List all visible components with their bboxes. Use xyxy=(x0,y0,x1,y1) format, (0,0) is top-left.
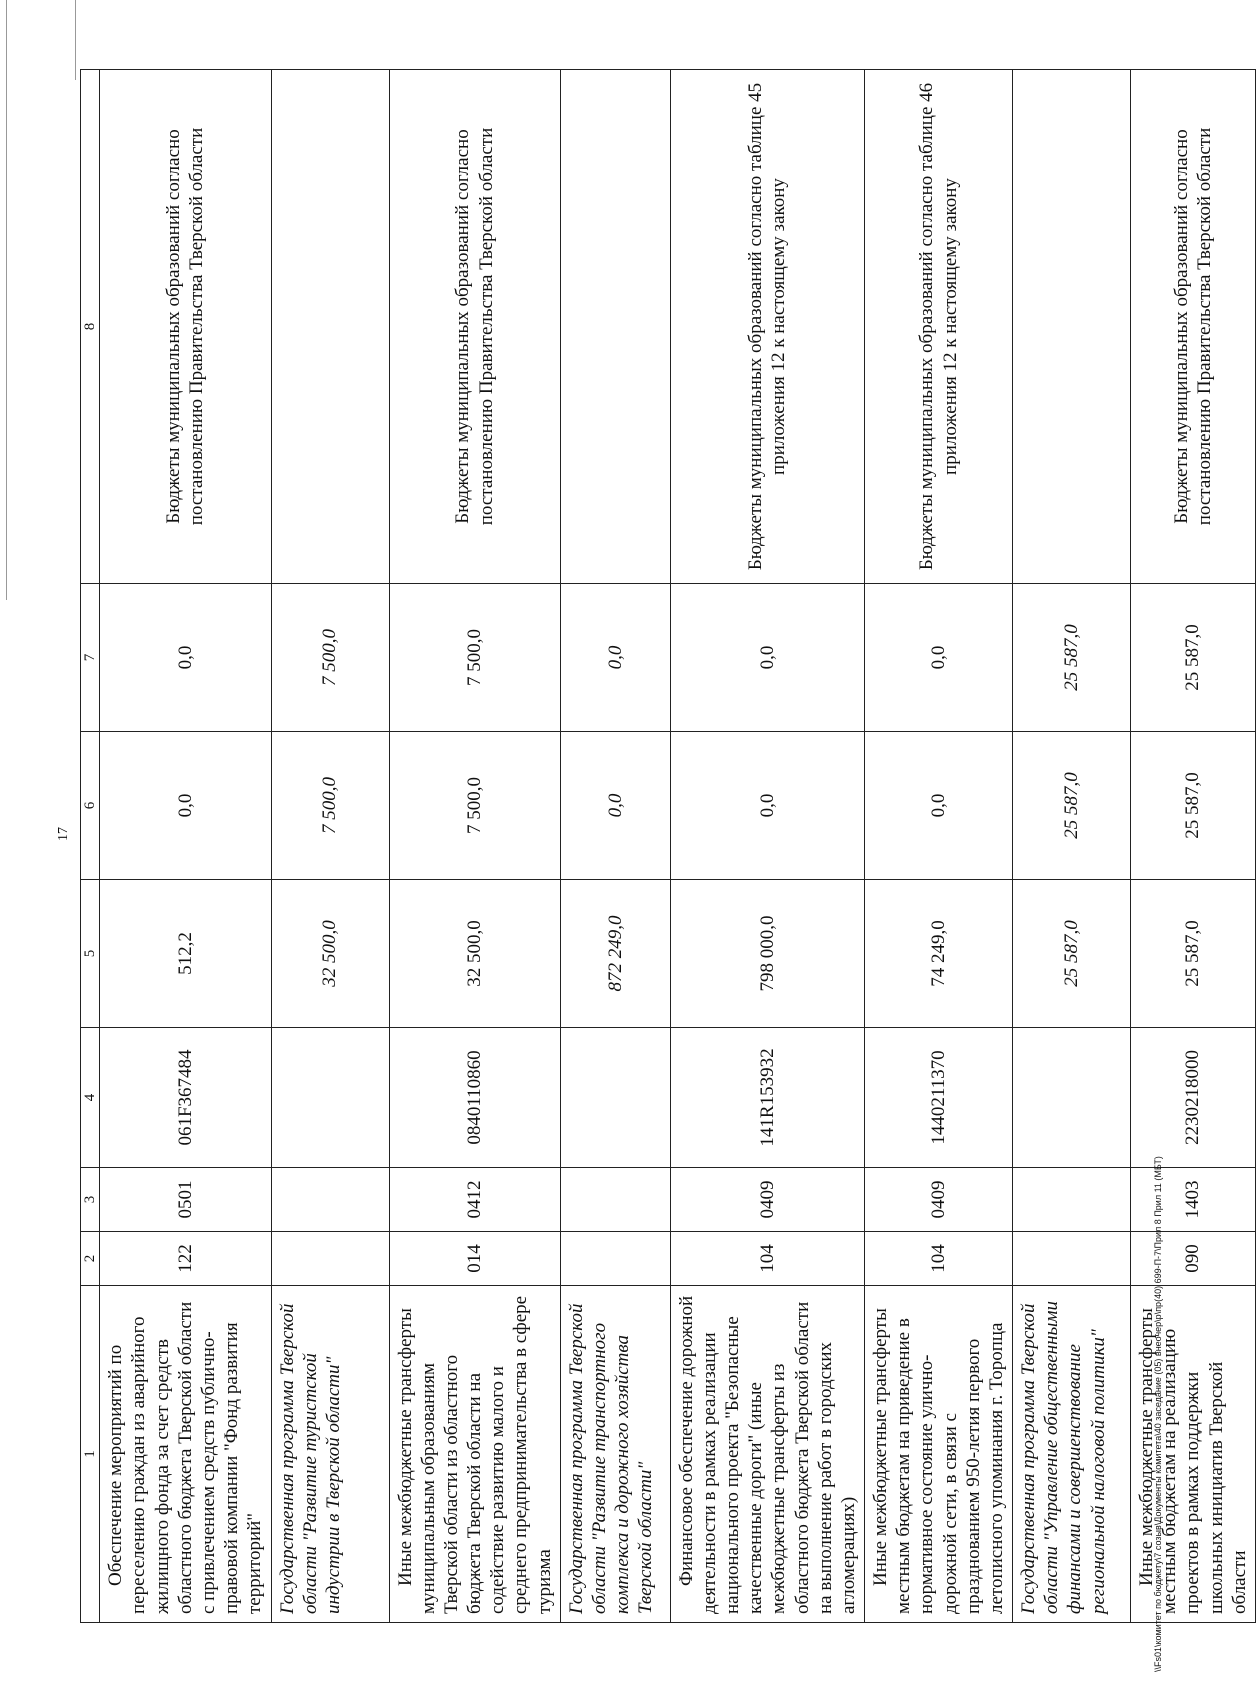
amount-cell: 872 249,0 xyxy=(560,880,670,1028)
section-code-cell: 0501 xyxy=(100,1168,271,1232)
target-article-cell xyxy=(1013,1028,1131,1168)
amount-cell: 25 587,0 xyxy=(1013,732,1131,880)
header-cell: 7 xyxy=(81,584,100,732)
table-row xyxy=(1013,70,1131,1623)
row-name-cell: Государственная программа Тверской области "Развитие туристской индустрии в Тверской области" xyxy=(271,1286,389,1623)
amount-cell: 798 000,0 xyxy=(670,880,864,1028)
header-cell: 1 xyxy=(81,1286,100,1623)
section-code-cell: 0409 xyxy=(865,1168,1013,1232)
header-cell: 4 xyxy=(81,1028,100,1168)
admin-code-cell: 122 xyxy=(100,1232,271,1286)
admin-code-cell xyxy=(271,1232,389,1286)
admin-code-cell: 104 xyxy=(670,1232,864,1286)
amount-cell: 25 587,0 xyxy=(1013,880,1131,1028)
table-row xyxy=(1131,70,1256,1623)
amount-cell: 0,0 xyxy=(100,584,271,732)
amount-cell: 25 587,0 xyxy=(1131,732,1256,880)
recipient-cell xyxy=(1013,70,1131,584)
budget-table xyxy=(80,69,1256,1623)
table-row xyxy=(100,70,271,1623)
admin-code-cell xyxy=(1013,1232,1131,1286)
recipient-cell: Бюджеты муниципальных образований согласно постановлению Правительства Тверской области xyxy=(389,70,560,584)
header-cell: 2 xyxy=(81,1232,100,1286)
row-name-cell: Иные межбюджетные трансферты муниципальным образованиям Тверской области из областного бюджета Тверской области на содействие развитию малого и среднего предпринимательства в сфере туризма xyxy=(389,1286,560,1623)
amount-cell: 0,0 xyxy=(100,732,271,880)
header-cell: 8 xyxy=(81,70,100,584)
table-row xyxy=(389,70,560,1623)
target-article-cell: 2230218000 xyxy=(1131,1028,1256,1168)
amount-cell: 512,2 xyxy=(100,880,271,1028)
section-code-cell: 0409 xyxy=(670,1168,864,1232)
header-cell: 3 xyxy=(81,1168,100,1232)
admin-code-cell: 014 xyxy=(389,1232,560,1286)
admin-code-cell xyxy=(560,1232,670,1286)
amount-cell: 25 587,0 xyxy=(1013,584,1131,732)
target-article-cell: 0840110860 xyxy=(389,1028,560,1168)
section-code-cell: 1403 xyxy=(1131,1168,1256,1232)
page-number: 17 xyxy=(56,827,71,841)
table-row xyxy=(271,70,389,1623)
recipient-cell: Бюджеты муниципальных образований согласно таблице 46 приложения 12 к настоящему закону xyxy=(865,70,1013,584)
column-number-row xyxy=(81,70,100,1623)
amount-cell: 7 500,0 xyxy=(389,584,560,732)
file-path-footer: \\Fs01\комитет по бюджету\7 созыв\Документы комитета\40 заседание (05) внеочер\р\пр(40) 699-П-7\Прил 8 Прил 11 (МБТ) xyxy=(1153,1156,1163,1672)
recipient-cell: Бюджеты муниципальных образований согласно постановлению Правительства Тверской области xyxy=(1131,70,1256,584)
amount-cell: 7 500,0 xyxy=(271,732,389,880)
row-name-cell: Иные межбюджетные трансферты местным бюджетам на приведение в нормативное состояние улично-дорожной сети, в связи с празднованием 950-летия первого летописного упоминания г. Торопца xyxy=(865,1286,1013,1623)
amount-cell: 25 587,0 xyxy=(1131,880,1256,1028)
amount-cell: 32 500,0 xyxy=(271,880,389,1028)
table-row xyxy=(865,70,1013,1623)
row-name-cell: Государственная программа Тверской области "Управление общественными финансами и совершенствование региональной налоговой политики" xyxy=(1013,1286,1131,1623)
row-name-cell: Иные межбюджетные трансферты местным бюджетам на реализацию проектов в рамках поддержки школьных инициатив Тверской области xyxy=(1131,1286,1256,1623)
amount-cell: 0,0 xyxy=(670,732,864,880)
target-article-cell: 061F367484 xyxy=(100,1028,271,1168)
amount-cell: 74 249,0 xyxy=(865,880,1013,1028)
table-row xyxy=(560,70,670,1623)
section-code-cell xyxy=(1013,1168,1131,1232)
target-article-cell: 1440211370 xyxy=(865,1028,1013,1168)
admin-code-cell: 104 xyxy=(865,1232,1013,1286)
amount-cell: 0,0 xyxy=(560,732,670,880)
header-cell: 6 xyxy=(81,732,100,880)
amount-cell: 0,0 xyxy=(865,584,1013,732)
section-code-cell: 0412 xyxy=(389,1168,560,1232)
amount-cell: 7 500,0 xyxy=(389,732,560,880)
section-code-cell xyxy=(560,1168,670,1232)
amount-cell: 0,0 xyxy=(865,732,1013,880)
target-article-cell: 141R153932 xyxy=(670,1028,864,1168)
amount-cell: 0,0 xyxy=(670,584,864,732)
header-cell: 5 xyxy=(81,880,100,1028)
row-name-cell: Финансовое обеспечение дорожной деятельности в рамках реализации национального проекта "Безопасные качественные дороги" (иные межбюджетные трансферты из областного бюджета Тверской области на выполнение работ в городских агломерациях) xyxy=(670,1286,864,1623)
recipient-cell: Бюджеты муниципальных образований согласно таблице 45 приложения 12 к настоящему закону xyxy=(670,70,864,584)
recipient-cell xyxy=(271,70,389,584)
scan-edge-line xyxy=(75,0,76,80)
section-code-cell xyxy=(271,1168,389,1232)
amount-cell: 25 587,0 xyxy=(1131,584,1256,732)
target-article-cell xyxy=(271,1028,389,1168)
row-name-cell: Государственная программа Тверской области "Развитие транспортного комплекса и дорожного хозяйства Тверской области" xyxy=(560,1286,670,1623)
amount-cell: 0,0 xyxy=(560,584,670,732)
target-article-cell xyxy=(560,1028,670,1168)
recipient-cell: Бюджеты муниципальных образований согласно постановлению Правительства Тверской области xyxy=(100,70,271,584)
recipient-cell xyxy=(560,70,670,584)
amount-cell: 7 500,0 xyxy=(271,584,389,732)
row-name-cell: Обеспечение мероприятий по переселению граждан из аварийного жилищного фонда за счет средств областного бюджета Тверской области с привлечением средств публично-правовой компании "Фонд развития территорий" xyxy=(100,1286,271,1623)
table-row xyxy=(670,70,864,1623)
amount-cell: 32 500,0 xyxy=(389,880,560,1028)
admin-code-cell: 090 xyxy=(1131,1232,1256,1286)
scan-edge-line xyxy=(6,0,7,600)
